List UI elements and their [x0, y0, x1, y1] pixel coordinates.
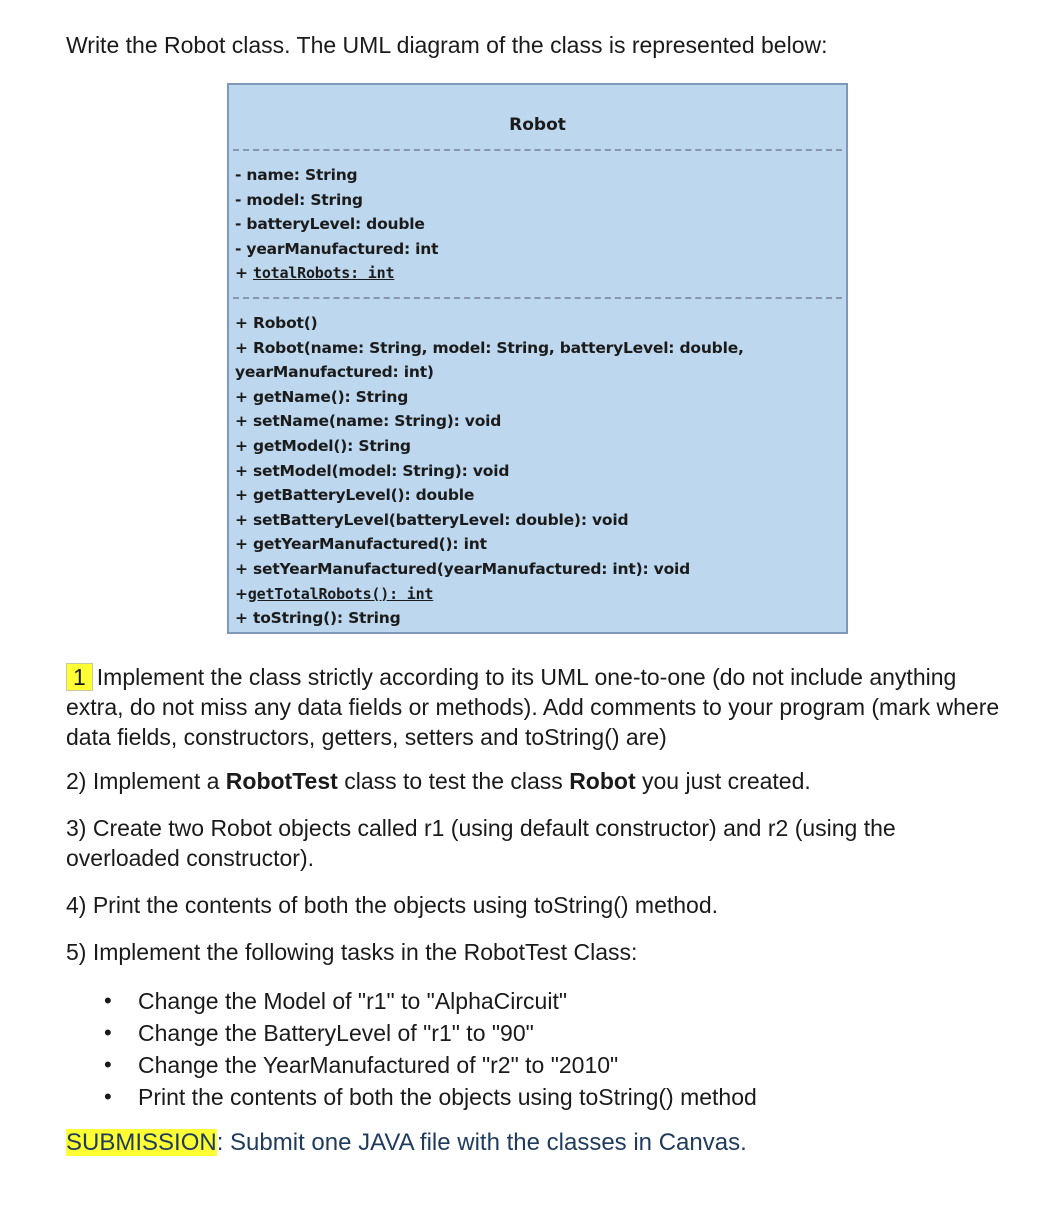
uml-visibility: + [235, 584, 248, 603]
uml-static-method-text: getTotalRobots(): int [247, 584, 434, 603]
uml-static-field-text: totalRobots: int [252, 264, 395, 283]
task-1-number: 1 [66, 663, 93, 691]
uml-method: + Robot(name: String, model: String, batteryLevel: double, [235, 338, 744, 357]
uml-method: + getBatteryLevel(): double [235, 486, 475, 505]
uml-method: + setYearManufactured(yearManufactured: int): void [235, 559, 691, 578]
task-2 [66, 766, 1006, 796]
uml-method: + setModel(model: String): void [235, 461, 510, 480]
uml-divider-bottom [233, 297, 842, 299]
bullet-item: • Change the Model of "r1" to "AlphaCircuit" [138, 985, 1006, 1017]
uml-method: + toString(): String [235, 609, 401, 628]
intro-text: Write the Robot class. The UML diagram of the class is represented below: [66, 32, 828, 58]
uml-field: - batteryLevel: double [235, 215, 425, 234]
uml-method: + setBatteryLevel(batteryLevel: double): void [235, 510, 629, 529]
task-2-bold: Robot [569, 768, 636, 794]
uml-method: yearManufactured: int) [235, 363, 434, 382]
task-2-bold: RobotTest [225, 768, 338, 794]
task-list [66, 662, 1006, 1159]
task-5-bullets [66, 985, 1006, 1113]
uml-field: - yearManufactured: int [235, 239, 439, 258]
uml-static-field [235, 261, 438, 286]
bullet-item: • Change the BatteryLevel of "r1" to "90" [138, 1017, 1006, 1049]
uml-method: + getModel(): String [235, 436, 411, 455]
task-2-text: 2) Implement a [66, 768, 226, 794]
submission-note [66, 1127, 1006, 1159]
uml-field: - model: String [235, 190, 363, 209]
uml-method: + Robot() [235, 314, 318, 332]
uml-fields-section [235, 163, 438, 286]
uml-methods-section [235, 311, 744, 631]
task-2-text: you just created. [635, 768, 811, 794]
uml-class-name: Robot [509, 115, 566, 135]
uml-method: + getName(): String [235, 387, 409, 406]
task-3: 3) Create two Robot objects called r1 (using default constructor) and r2 (using the overloaded constructor). [66, 815, 896, 871]
submission-label: SUBMISSION [66, 1129, 217, 1156]
uml-method: + getYearManufactured(): int [235, 535, 487, 554]
uml-static-method [235, 582, 744, 607]
task-4: 4) Print the contents of both the objects using toString() method. [66, 892, 719, 918]
uml-field: - name: String [235, 166, 358, 184]
bullet-item: • Change the YearManufactured of "r2" to "2010" [138, 1049, 1006, 1081]
submission-text: : Submit one JAVA file with the classes in Canvas. [216, 1129, 747, 1156]
uml-class-diagram [227, 83, 848, 634]
bullet-item: • Print the contents of both the objects using toString() method [138, 1081, 1006, 1113]
task-1-text: Implement the class strictly according to its UML one-to-one (do not include anything extra, do not miss any data fields or methods). Add comments to your program (mark where data fields, constructors, getters, setters and toString() are) [66, 664, 1000, 750]
uml-visibility: + [235, 264, 253, 283]
uml-divider-top [233, 149, 842, 151]
task-1 [66, 662, 1006, 752]
task-2-text: class to test the class [337, 768, 570, 794]
task-5: 5) Implement the following tasks in the RobotTest Class: [66, 939, 638, 965]
uml-method: + setName(name: String): void [235, 412, 502, 431]
